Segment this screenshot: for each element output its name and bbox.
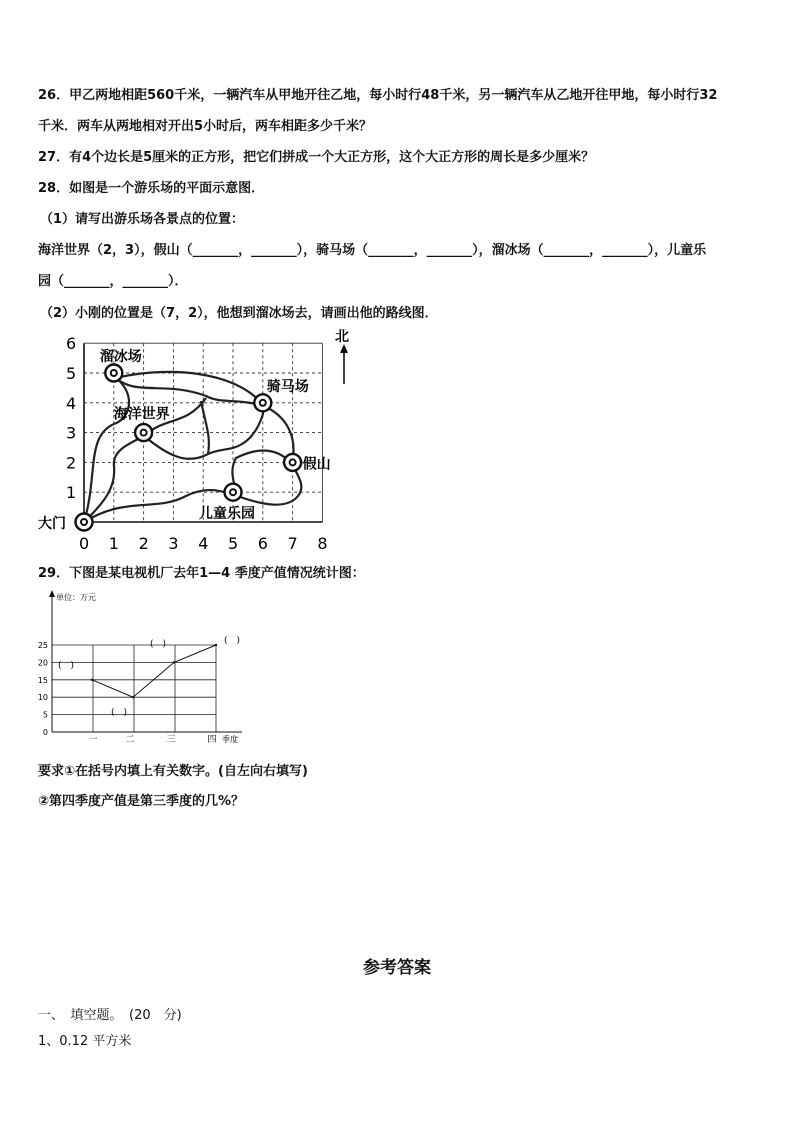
chart-blank-label: ( ) <box>223 636 241 646</box>
answers-section1: 一、 填空题。 (20 分) <box>38 1008 182 1023</box>
map-x-tick-label: 6 <box>257 534 268 553</box>
place-marker <box>76 514 93 531</box>
map-x-tick-label: 7 <box>287 534 298 553</box>
place-marker <box>284 454 301 471</box>
answers-item1: 1、0.12 平方米 <box>38 1034 132 1049</box>
chart-y-tick-label: 20 <box>37 658 48 668</box>
place-label: 骑马场 <box>266 378 309 395</box>
q29-req1-text: 要求①在括号内填上有关数字。(自左向右填写) <box>38 764 308 779</box>
q28-answer-line1: 海洋世界（2，3），假山（_______，_______），骑马场（_______，_______），溜冰场（_______，_______），儿童乐 <box>38 243 707 258</box>
chart-y-tick-label: 15 <box>37 675 48 685</box>
q28-answer-line2: 园（_______，_______）． <box>38 274 188 289</box>
place-marker <box>135 424 152 441</box>
chart-labels <box>38 592 240 745</box>
chart-y-tick-label: 25 <box>37 641 48 650</box>
map-places <box>38 348 331 532</box>
chart-y-arrow <box>49 590 55 597</box>
map-y-tick-label: 6 <box>66 334 77 354</box>
place-marker <box>254 394 271 411</box>
chart-y-tick-label: 0 <box>42 728 48 737</box>
chart-point <box>132 696 134 698</box>
place-label: 海洋世界 <box>113 406 170 423</box>
chart-point <box>91 679 93 681</box>
q29-req1 <box>38 760 308 779</box>
production-value-line-chart <box>30 588 270 746</box>
north-label: 北 <box>335 329 349 345</box>
map-x-tick-label: 1 <box>108 534 119 553</box>
map-x-tick-label: 0 <box>79 534 90 553</box>
route-path <box>201 401 209 454</box>
map-y-tick-label: 1 <box>66 483 77 503</box>
chart-xlabel: 季度 <box>222 735 238 744</box>
q26-line1: 26．甲乙两地相距560千米，一辆汽车从甲地开往乙地，每小时行48千米，另一辆汽车从乙地开往甲地，每小时行32 <box>38 88 718 103</box>
chart-blank-label: ( ) <box>149 639 167 650</box>
chart-x-tick-label: 四 <box>207 735 217 745</box>
chart-ylabel: 单位：万元 <box>56 593 96 602</box>
map-ticks <box>66 334 328 553</box>
map-x-tick-label: 2 <box>138 534 149 553</box>
route-path <box>116 378 264 406</box>
chart-series <box>91 644 217 699</box>
chart-y-tick-label: 10 <box>37 693 48 703</box>
amusement-park-map <box>36 326 366 554</box>
route-path <box>84 464 301 522</box>
map-y-tick-label: 3 <box>66 423 77 443</box>
chart-blank-label: ( ) <box>57 660 75 671</box>
map-y-tick-label: 4 <box>66 393 77 413</box>
chart-series-line <box>92 645 216 697</box>
chart-x-tick-label: 三 <box>166 735 176 745</box>
q28-intro: 28．如图是一个游乐场的平面示意图． <box>38 181 265 196</box>
answers-title: 参考答案 <box>363 958 431 978</box>
q28-part2: （2）小刚的位置是（7，2），他想到溜冰场去，请画出他的路线图． <box>40 306 438 321</box>
place-marker <box>225 484 242 501</box>
map-y-tick-label: 2 <box>66 453 77 473</box>
chart-x-tick-label: 二 <box>125 735 135 745</box>
chart-grid <box>52 645 216 732</box>
place-label: 大门 <box>38 516 66 532</box>
chart-blank-label: ( ) <box>110 708 128 719</box>
q26-line2: 千米．两车从两地相对开出5小时后，两车相距多少千米？ <box>38 119 373 134</box>
map-x-tick-label: 5 <box>228 534 239 553</box>
place-marker <box>105 365 122 382</box>
place-label: 儿童乐园 <box>199 506 255 523</box>
q29-req2-text: ②第四季度产值是第三季度的几%？ <box>38 794 245 809</box>
q28-part1: （1）请写出游乐场各景点的位置： <box>40 212 245 227</box>
q29-req2 <box>38 790 244 809</box>
place-label: 假山 <box>302 456 331 473</box>
q29-intro: 29．下图是某电视机厂去年1—4 季度产值情况统计图： <box>38 566 365 581</box>
chart-x-tick-label: 一 <box>88 735 98 745</box>
chart-y-tick-label: 5 <box>42 710 48 720</box>
map-y-tick-label: 5 <box>66 364 77 383</box>
chart-point <box>173 661 175 663</box>
route-path <box>84 378 129 522</box>
chart-axes <box>49 590 242 732</box>
map-x-tick-label: 4 <box>198 534 209 553</box>
place-label: 溜冰场 <box>99 349 142 365</box>
map-x-tick-label: 8 <box>317 534 328 553</box>
north-arrow <box>335 329 349 384</box>
map-x-tick-label: 3 <box>168 534 179 553</box>
chart-point <box>215 644 217 646</box>
q27-text: 27．有4个边长是5厘米的正方形，把它们拼成一个大正方形，这个大正方形的周长是多少厘米？ <box>38 150 595 165</box>
